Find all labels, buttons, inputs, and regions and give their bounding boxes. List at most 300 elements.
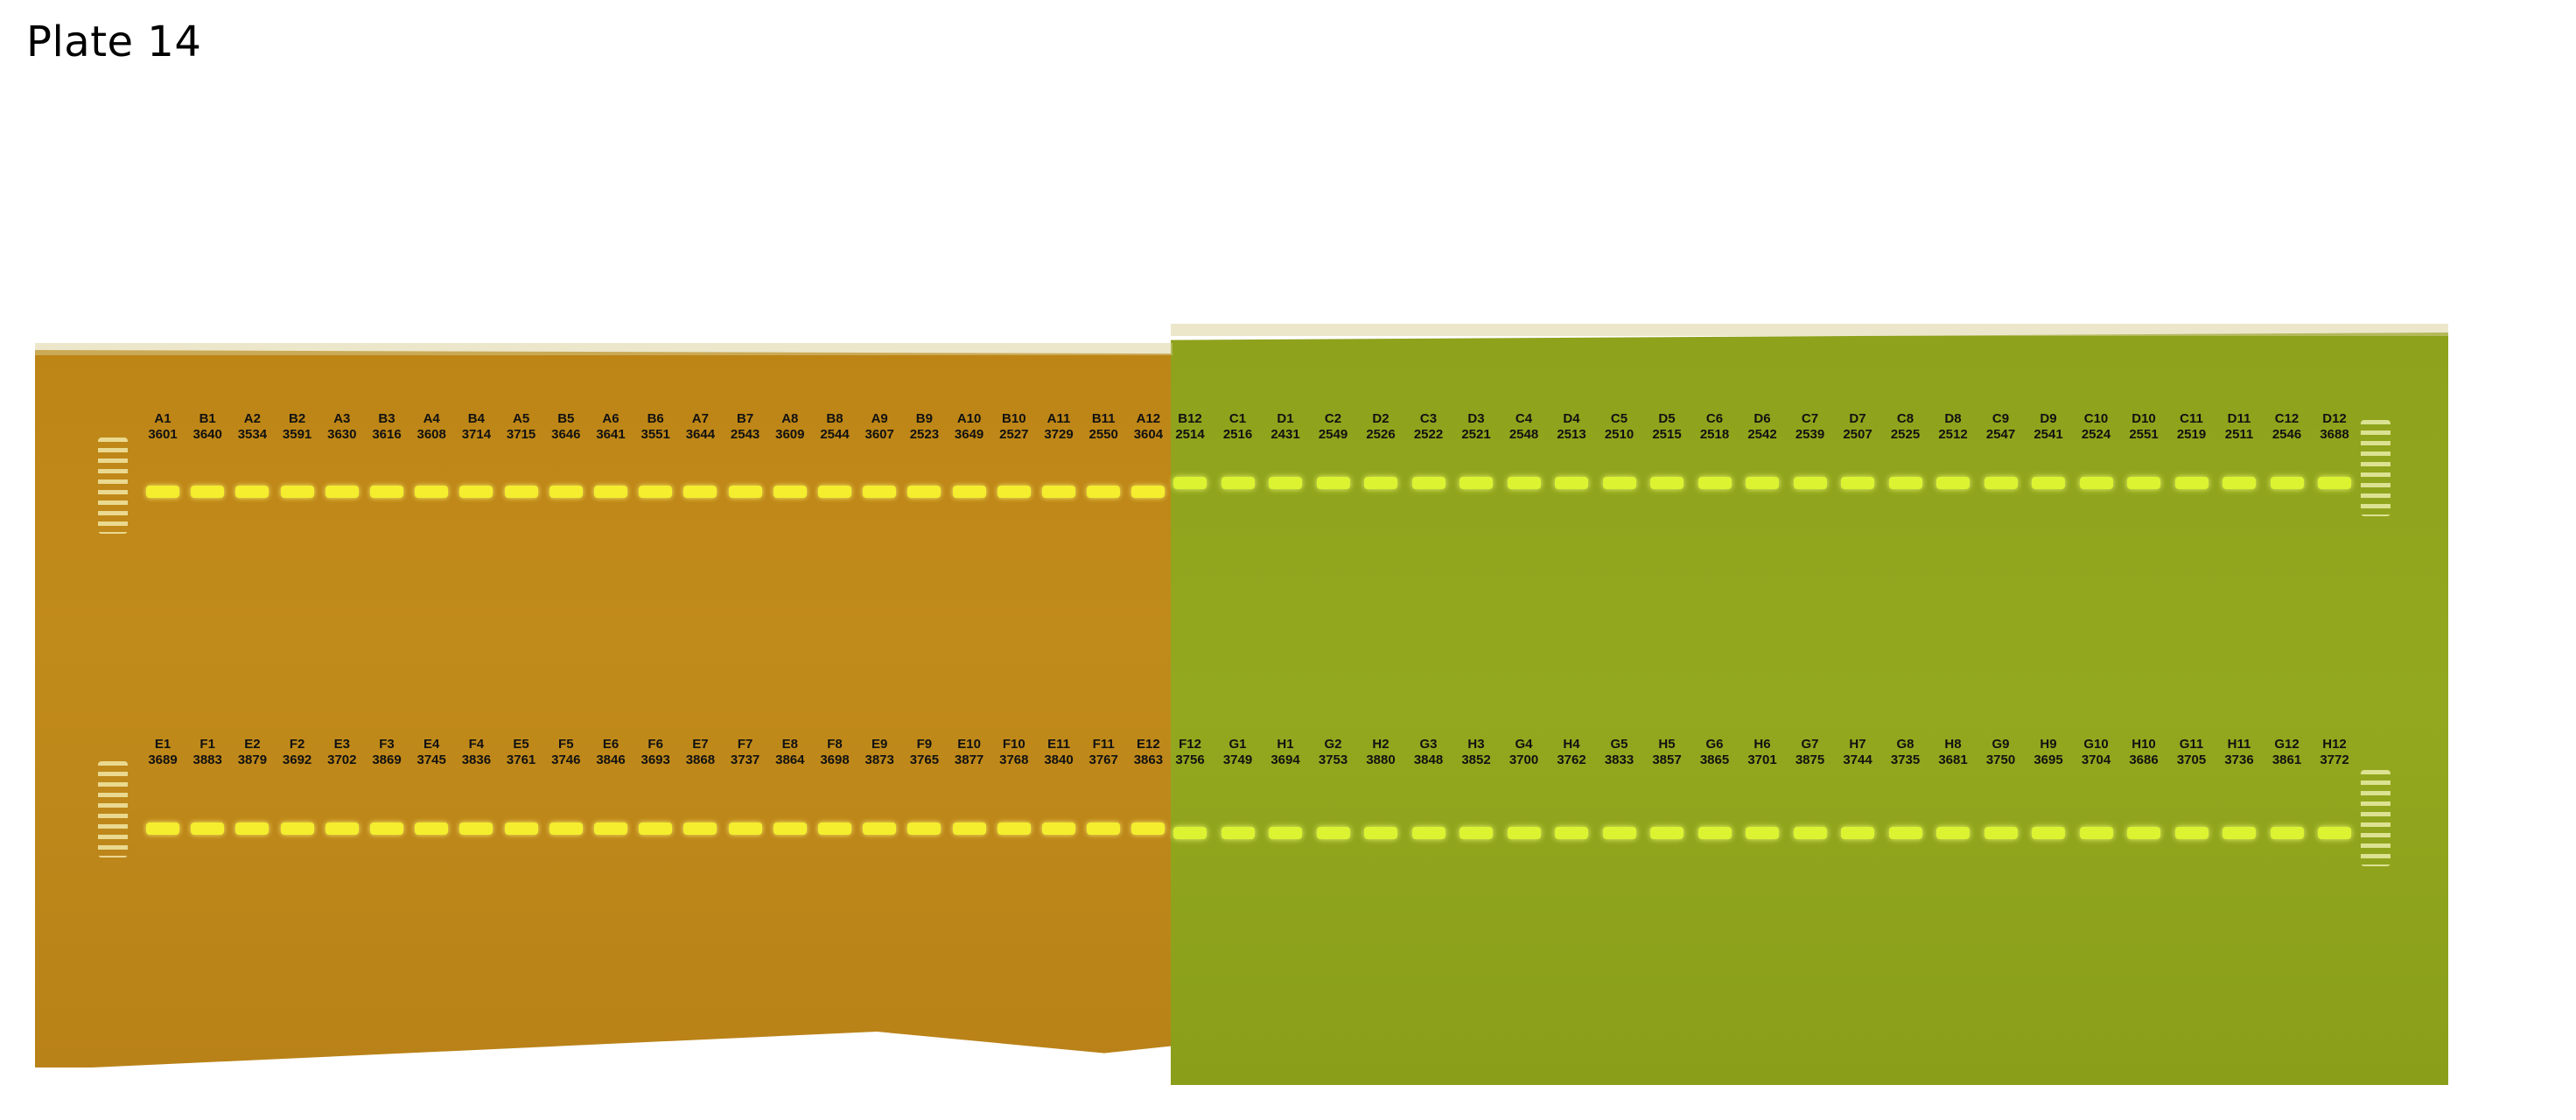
dna-band bbox=[2318, 477, 2351, 489]
well-name: G4 bbox=[1515, 737, 1533, 752]
dna-band bbox=[1317, 827, 1350, 839]
lane-label bbox=[283, 737, 312, 768]
dna-band bbox=[1650, 477, 1684, 489]
lane-label bbox=[193, 737, 222, 768]
sample-id: 3761 bbox=[506, 752, 536, 767]
lane-label bbox=[507, 411, 536, 443]
sample-id: 3857 bbox=[1652, 752, 1682, 767]
sample-id: 2514 bbox=[1175, 427, 1205, 442]
plate-title: Plate 14 bbox=[26, 18, 202, 66]
dna-band bbox=[550, 822, 583, 835]
dna-band bbox=[281, 822, 314, 835]
sample-id: 2550 bbox=[1088, 427, 1118, 442]
well-name: E11 bbox=[1047, 737, 1070, 752]
dna-band bbox=[998, 486, 1031, 498]
well-name: E10 bbox=[957, 737, 981, 752]
well-name: E7 bbox=[692, 737, 709, 752]
lane-label bbox=[1986, 737, 2015, 768]
well-name: F8 bbox=[827, 737, 843, 752]
well-name: B10 bbox=[1002, 411, 1026, 426]
well-name: C9 bbox=[1992, 411, 2010, 426]
sample-id: 2544 bbox=[820, 427, 850, 442]
well-name: H8 bbox=[1944, 737, 1962, 752]
lane-label bbox=[1938, 737, 1967, 768]
well-name: G5 bbox=[1610, 737, 1628, 752]
lane-label bbox=[775, 737, 804, 768]
dna-band bbox=[2222, 477, 2256, 489]
sample-id: 3873 bbox=[864, 752, 894, 767]
sample-id: 3762 bbox=[1557, 752, 1586, 767]
lane-label bbox=[910, 411, 939, 443]
well-name: A8 bbox=[781, 411, 799, 426]
dna-band bbox=[2175, 827, 2208, 839]
dna-band bbox=[594, 822, 627, 835]
lane-label bbox=[1270, 737, 1299, 768]
lane-label bbox=[327, 411, 356, 443]
lane-label bbox=[327, 737, 356, 768]
lane-label bbox=[1843, 411, 1872, 443]
sample-id: 3750 bbox=[1985, 752, 2016, 767]
sample-id: 2548 bbox=[1508, 427, 1539, 442]
sample-id: 3848 bbox=[1413, 752, 1444, 767]
lane-label bbox=[1796, 411, 1824, 443]
lane-label bbox=[731, 411, 760, 443]
lane-label bbox=[1175, 411, 1204, 443]
sample-id: 3833 bbox=[1604, 752, 1634, 767]
lane-label bbox=[372, 411, 401, 443]
well-name: B2 bbox=[289, 411, 306, 426]
dna-band bbox=[370, 822, 403, 835]
well-name: E1 bbox=[154, 737, 172, 752]
well-name: H4 bbox=[1563, 737, 1580, 752]
dna-band bbox=[863, 486, 896, 498]
well-name: B4 bbox=[467, 411, 485, 426]
dna-band bbox=[639, 486, 672, 498]
dna-band bbox=[1222, 477, 1255, 489]
dna-band bbox=[1698, 827, 1732, 839]
well-name: C1 bbox=[1228, 411, 1247, 426]
dna-band bbox=[1508, 477, 1541, 489]
dna-band bbox=[2271, 827, 2304, 839]
dna-band bbox=[191, 822, 224, 835]
sample-id: 3715 bbox=[506, 427, 536, 442]
sample-id: 3714 bbox=[461, 427, 492, 442]
dna-band bbox=[146, 822, 179, 835]
dna-band bbox=[1746, 827, 1779, 839]
lane-label bbox=[955, 411, 984, 443]
well-name: F3 bbox=[379, 737, 395, 752]
well-name: B12 bbox=[1178, 411, 1202, 426]
gel-top-edge-right bbox=[1171, 324, 2448, 336]
well-name: H6 bbox=[1754, 737, 1771, 752]
lane-label bbox=[1557, 737, 1586, 768]
lane-label bbox=[1223, 411, 1252, 443]
dna-band bbox=[415, 822, 448, 835]
lane-label bbox=[1986, 411, 2015, 443]
dna-band bbox=[729, 822, 762, 835]
lane-label bbox=[2129, 737, 2158, 768]
lane-label bbox=[1891, 737, 1920, 768]
dna-band bbox=[1131, 486, 1165, 498]
well-name: F1 bbox=[200, 737, 215, 752]
dna-band bbox=[594, 486, 627, 498]
dna-band bbox=[818, 822, 851, 835]
well-name: A1 bbox=[154, 411, 172, 426]
sample-id: 2519 bbox=[2176, 427, 2207, 442]
lane-label bbox=[1938, 411, 1967, 443]
well-name: D12 bbox=[2322, 411, 2347, 426]
well-name: H5 bbox=[1658, 737, 1676, 752]
well-name: C4 bbox=[1515, 411, 1533, 426]
dna-band bbox=[953, 486, 986, 498]
sample-id: 3681 bbox=[1938, 752, 1968, 767]
well-name: H2 bbox=[1372, 737, 1390, 752]
lane-label bbox=[1270, 411, 1299, 443]
dna-band bbox=[1794, 477, 1827, 489]
well-name: E8 bbox=[781, 737, 798, 752]
sample-id: 3767 bbox=[1088, 752, 1118, 767]
lane-label bbox=[1461, 737, 1490, 768]
dna-band bbox=[2080, 477, 2113, 489]
well-name: A6 bbox=[602, 411, 620, 426]
well-name: E3 bbox=[333, 737, 350, 752]
lane-label bbox=[1605, 411, 1634, 443]
sample-id: 2521 bbox=[1461, 427, 1491, 442]
sample-id: 3863 bbox=[1133, 752, 1164, 767]
lane-label bbox=[2177, 411, 2206, 443]
dna-band bbox=[2222, 827, 2256, 839]
lane-label bbox=[1557, 411, 1586, 443]
well-name: G7 bbox=[1801, 737, 1819, 752]
sample-id: 2542 bbox=[1747, 427, 1777, 442]
well-name: D8 bbox=[1944, 411, 1962, 426]
well-name: B5 bbox=[557, 411, 575, 426]
sample-id: 3749 bbox=[1222, 752, 1253, 767]
sample-id: 2516 bbox=[1222, 427, 1253, 442]
dna-band bbox=[235, 822, 269, 835]
well-name: B3 bbox=[378, 411, 396, 426]
lane-label bbox=[1175, 737, 1204, 768]
lane-label bbox=[2320, 411, 2348, 443]
well-name: B9 bbox=[915, 411, 933, 426]
dna-band bbox=[2318, 827, 2351, 839]
well-name: C3 bbox=[1419, 411, 1438, 426]
sample-id: 3640 bbox=[192, 427, 222, 442]
lane-label bbox=[1044, 737, 1073, 768]
sample-id: 2515 bbox=[1652, 427, 1682, 442]
sample-id: 3591 bbox=[282, 427, 312, 442]
sample-id: 2522 bbox=[1413, 427, 1444, 442]
sample-id: 3702 bbox=[327, 752, 357, 767]
sample-id: 3641 bbox=[596, 427, 626, 442]
lane-label bbox=[596, 737, 625, 768]
sample-id: 3729 bbox=[1044, 427, 1074, 442]
lane-label bbox=[1414, 411, 1443, 443]
well-name: G11 bbox=[2179, 737, 2204, 752]
sample-id: 3692 bbox=[282, 752, 312, 767]
dna-band bbox=[729, 486, 762, 498]
gel-left bbox=[35, 350, 1172, 1068]
well-name: A2 bbox=[243, 411, 261, 426]
dna-band bbox=[1317, 477, 1350, 489]
well-name: F4 bbox=[468, 737, 485, 752]
lane-label bbox=[641, 737, 670, 768]
dna-band bbox=[1889, 827, 1922, 839]
well-name: D2 bbox=[1372, 411, 1390, 426]
dna-band bbox=[774, 822, 807, 835]
dna-band bbox=[1936, 477, 1970, 489]
well-name: G6 bbox=[1705, 737, 1724, 752]
sample-id: 3700 bbox=[1508, 752, 1539, 767]
gel-right bbox=[1171, 332, 2448, 1085]
lane-label bbox=[1509, 411, 1538, 443]
dna-band bbox=[1603, 477, 1636, 489]
sample-id: 3768 bbox=[999, 752, 1029, 767]
sample-id: 2523 bbox=[909, 427, 940, 442]
lane-label bbox=[999, 411, 1028, 443]
well-name: C8 bbox=[1896, 411, 1914, 426]
well-name: D3 bbox=[1467, 411, 1485, 426]
well-name: H9 bbox=[2040, 737, 2057, 752]
dna-band bbox=[1889, 477, 1922, 489]
well-name: H11 bbox=[2227, 737, 2251, 752]
sample-id: 2546 bbox=[2272, 427, 2302, 442]
dna-band bbox=[1794, 827, 1827, 839]
dna-band bbox=[326, 822, 359, 835]
well-name: G8 bbox=[1896, 737, 1914, 752]
lane-label bbox=[910, 737, 939, 768]
dna-band bbox=[1508, 827, 1541, 839]
lane-label bbox=[820, 737, 849, 768]
dna-band bbox=[2127, 827, 2160, 839]
well-name: A3 bbox=[333, 411, 351, 426]
dna-band bbox=[1984, 827, 2018, 839]
sample-id: 2510 bbox=[1604, 427, 1634, 442]
well-name: H7 bbox=[1849, 737, 1866, 752]
lane-label bbox=[641, 411, 670, 443]
dna-band bbox=[146, 486, 179, 498]
dna-band bbox=[505, 486, 538, 498]
sample-id: 3551 bbox=[640, 427, 670, 442]
lane-label bbox=[372, 737, 401, 768]
dna-band bbox=[907, 822, 941, 835]
well-name: D1 bbox=[1277, 411, 1294, 426]
dna-band bbox=[1269, 827, 1302, 839]
dna-band bbox=[818, 486, 851, 498]
dna-band bbox=[1984, 477, 2018, 489]
sample-id: 3735 bbox=[1890, 752, 1921, 767]
well-name: A12 bbox=[1136, 411, 1161, 426]
lane-label bbox=[148, 737, 177, 768]
lane-label bbox=[238, 411, 267, 443]
well-name: E5 bbox=[513, 737, 529, 752]
well-name: G10 bbox=[2083, 737, 2109, 752]
dna-band bbox=[1412, 827, 1446, 839]
well-name: B11 bbox=[1091, 411, 1116, 426]
well-name: A10 bbox=[956, 411, 982, 426]
sample-id: 3840 bbox=[1044, 752, 1074, 767]
well-name: A4 bbox=[423, 411, 440, 426]
ladder-bottom-right bbox=[2361, 770, 2390, 866]
sample-id: 3694 bbox=[1270, 752, 1300, 767]
lane-label bbox=[1652, 411, 1681, 443]
ladder-top-right bbox=[2361, 420, 2390, 516]
lane-label bbox=[1223, 737, 1252, 768]
lane-label bbox=[1134, 411, 1163, 443]
sample-id: 3736 bbox=[2224, 752, 2254, 767]
well-name: F2 bbox=[289, 737, 305, 752]
sample-id: 3609 bbox=[775, 427, 805, 442]
sample-id: 2431 bbox=[1270, 427, 1300, 442]
dna-band bbox=[1603, 827, 1636, 839]
lane-label bbox=[1461, 411, 1490, 443]
lane-label bbox=[686, 411, 715, 443]
well-name: B6 bbox=[647, 411, 664, 426]
lane-label bbox=[1652, 737, 1681, 768]
sample-id: 3868 bbox=[685, 752, 716, 767]
sample-id: 2551 bbox=[2129, 427, 2159, 442]
well-name: D6 bbox=[1754, 411, 1771, 426]
sample-id: 3877 bbox=[954, 752, 984, 767]
sample-id: 3756 bbox=[1175, 752, 1205, 767]
well-name: F7 bbox=[737, 737, 753, 752]
lane-label bbox=[2272, 411, 2301, 443]
lane-label bbox=[686, 737, 715, 768]
sample-id: 2547 bbox=[1985, 427, 2016, 442]
well-name: G1 bbox=[1228, 737, 1247, 752]
well-name: A11 bbox=[1046, 411, 1071, 426]
well-name: F11 bbox=[1092, 737, 1115, 752]
lane-label bbox=[1843, 737, 1872, 768]
sample-id: 2518 bbox=[1699, 427, 1730, 442]
lane-label bbox=[1747, 411, 1776, 443]
sample-id: 3704 bbox=[2081, 752, 2111, 767]
sample-id: 3646 bbox=[551, 427, 581, 442]
lane-label bbox=[2272, 737, 2301, 768]
sample-id: 3695 bbox=[2034, 752, 2063, 767]
sample-id: 3765 bbox=[909, 752, 940, 767]
well-name: F9 bbox=[916, 737, 933, 752]
lane-label bbox=[820, 411, 849, 443]
dna-band bbox=[1222, 827, 1255, 839]
dna-band bbox=[1042, 822, 1075, 835]
well-name: E9 bbox=[872, 737, 888, 752]
sample-id: 2511 bbox=[2224, 427, 2254, 442]
dna-band bbox=[459, 486, 493, 498]
dna-band bbox=[2175, 477, 2208, 489]
lane-label bbox=[283, 411, 312, 443]
dna-band bbox=[774, 486, 807, 498]
lane-label bbox=[1509, 737, 1538, 768]
dna-band bbox=[1412, 477, 1446, 489]
sample-id: 2512 bbox=[1938, 427, 1968, 442]
lane-label bbox=[417, 411, 446, 443]
sample-id: 3864 bbox=[775, 752, 805, 767]
lane-label bbox=[462, 737, 491, 768]
dna-band bbox=[1087, 822, 1120, 835]
sample-id: 3875 bbox=[1795, 752, 1825, 767]
lane-label bbox=[955, 737, 984, 768]
well-name: D10 bbox=[2132, 411, 2156, 426]
gel-top-edge-left bbox=[35, 343, 1172, 355]
ladder-bottom-left bbox=[98, 761, 128, 858]
dna-band bbox=[1650, 827, 1684, 839]
sample-id: 3737 bbox=[730, 752, 760, 767]
dna-band bbox=[953, 822, 986, 835]
dna-band bbox=[550, 486, 583, 498]
lane-label bbox=[2034, 737, 2062, 768]
well-name: B1 bbox=[199, 411, 216, 426]
lane-label bbox=[2082, 411, 2110, 443]
lane-label bbox=[2225, 411, 2254, 443]
well-name: E12 bbox=[1137, 737, 1160, 752]
lane-label bbox=[865, 411, 894, 443]
lane-label bbox=[1089, 411, 1118, 443]
lane-label bbox=[1319, 411, 1348, 443]
dna-band bbox=[2032, 477, 2065, 489]
lane-label bbox=[1747, 737, 1776, 768]
sample-id: 3861 bbox=[2272, 752, 2302, 767]
sample-id: 3744 bbox=[1843, 752, 1872, 767]
lane-label bbox=[551, 737, 580, 768]
lane-label bbox=[1414, 737, 1443, 768]
well-name: H3 bbox=[1467, 737, 1485, 752]
dna-band bbox=[1698, 477, 1732, 489]
well-name: G9 bbox=[1992, 737, 2010, 752]
well-name: F12 bbox=[1179, 737, 1201, 752]
dna-band bbox=[683, 822, 717, 835]
sample-id: 3689 bbox=[148, 752, 178, 767]
dna-band bbox=[1364, 477, 1397, 489]
dna-band bbox=[2127, 477, 2160, 489]
well-name: B8 bbox=[826, 411, 844, 426]
sample-id: 3607 bbox=[864, 427, 894, 442]
dna-band bbox=[1555, 827, 1588, 839]
sample-id: 3534 bbox=[237, 427, 268, 442]
well-name: E4 bbox=[424, 737, 440, 752]
dna-band bbox=[1364, 827, 1397, 839]
lane-label bbox=[148, 411, 177, 443]
dna-band bbox=[1042, 486, 1075, 498]
well-name: H10 bbox=[2132, 737, 2156, 752]
well-name: D11 bbox=[2227, 411, 2251, 426]
well-name: G2 bbox=[1324, 737, 1342, 752]
dna-band bbox=[1269, 477, 1302, 489]
lane-label bbox=[1700, 411, 1729, 443]
dna-band bbox=[1460, 477, 1493, 489]
lane-label bbox=[1134, 737, 1163, 768]
sample-id: 3880 bbox=[1366, 752, 1396, 767]
lane-label bbox=[731, 737, 760, 768]
sample-id: 3688 bbox=[2320, 427, 2349, 442]
well-name: C7 bbox=[1801, 411, 1819, 426]
sample-id: 3772 bbox=[2320, 752, 2349, 767]
lane-label bbox=[1605, 737, 1634, 768]
dna-band bbox=[1131, 822, 1165, 835]
dna-band bbox=[2271, 477, 2304, 489]
sample-id: 2513 bbox=[1557, 427, 1586, 442]
well-name: D4 bbox=[1563, 411, 1580, 426]
dna-band bbox=[191, 486, 224, 498]
sample-id: 3852 bbox=[1461, 752, 1491, 767]
well-name: F6 bbox=[648, 737, 663, 752]
well-name: C2 bbox=[1324, 411, 1342, 426]
sample-id: 3746 bbox=[551, 752, 581, 767]
dna-band bbox=[1746, 477, 1779, 489]
well-name: D9 bbox=[2040, 411, 2057, 426]
lane-label bbox=[1366, 737, 1395, 768]
well-name: F10 bbox=[1002, 737, 1026, 752]
